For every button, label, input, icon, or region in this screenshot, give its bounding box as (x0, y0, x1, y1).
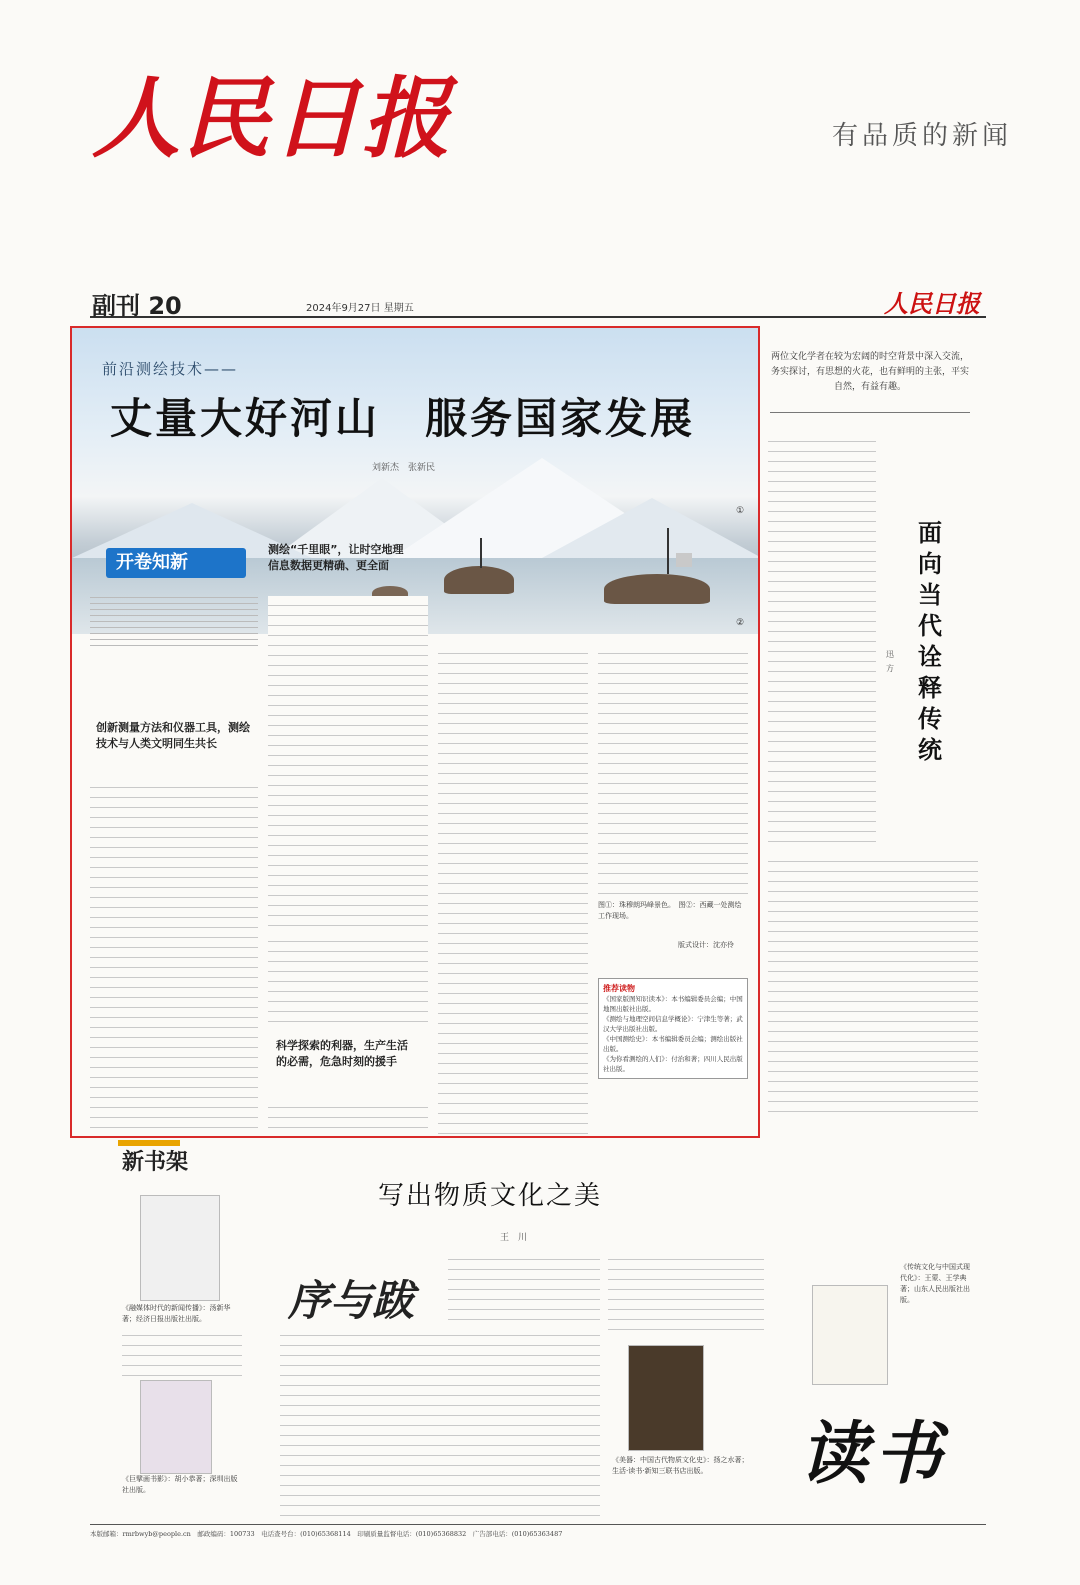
book-cover (140, 1195, 220, 1301)
headline: 丈量大好河山 服务国家发展 (110, 394, 696, 443)
subhead: 创新测量方法和仪器工具，测绘技术与人类文明同生共长 (96, 721, 250, 750)
book-caption: 《巨擘画书影》：胡小恭著；深圳出版社出版。 (122, 1475, 238, 1494)
column-text (268, 1098, 428, 1134)
survey-pole (667, 528, 669, 574)
vertical-title: 面向当代诠释传统 (918, 519, 942, 764)
book-cover (628, 1345, 704, 1451)
column-text (122, 1326, 242, 1376)
page-date: 2024年9月27日 星期五 (306, 303, 414, 314)
mini-logo: 人民日报 (884, 289, 980, 318)
column-text (448, 1250, 600, 1320)
calligraphy-dushu: 读书 (800, 1414, 949, 1494)
kicker: 前沿测绘技术—— (102, 360, 239, 378)
byline: 刘新杰 张新民 (372, 463, 436, 473)
design-credit: 版式设计：沈亦伶 (678, 941, 734, 949)
photo-label: ① (736, 506, 745, 516)
survey-marker (676, 553, 692, 567)
photo-caption: 图①：珠穆朗玛峰景色。 图②：西藏一处测绘工作现场。 (598, 901, 742, 920)
subhead: 科学探索的利器，生产生活的必需，危急时刻的援手 (276, 1039, 408, 1068)
book-cover (140, 1380, 212, 1474)
book-caption: 《美器：中国古代物质文化史》：扬之水著；生活·读书·新知三联书店出版。 (612, 1456, 749, 1475)
column-text (438, 644, 588, 1134)
vertical-author: 迅 方 (886, 650, 902, 673)
lower-title: 写出物质文化之美 (378, 1181, 603, 1211)
subhead: 测绘“千里眼”，让时空地理信息数据更精确、更全面 (268, 543, 404, 572)
section-name: 副刊 20 (92, 292, 182, 320)
mountain-shape (542, 498, 760, 558)
reading-list (598, 978, 748, 1079)
column-text (768, 432, 876, 842)
hero-photo (72, 328, 758, 634)
reading-list-item: 《为你看测绘的人们》：付治和著；四川人民出版社出版。 (603, 1055, 743, 1073)
column-text (608, 1250, 764, 1330)
column-text (598, 644, 748, 894)
survey-pole (480, 538, 482, 568)
page-header (90, 286, 986, 318)
column-text (90, 592, 258, 692)
column-text (268, 932, 428, 1022)
right-column-lead: 两位文化学者在较为宏阔的时空背景中深入交流，务实探讨，有思想的火花，也有鲜明的主张，平实自然，有益有趣。 (770, 352, 969, 392)
divider (770, 412, 970, 413)
intro-badge: 开卷知新 (106, 548, 246, 578)
rock (604, 574, 710, 604)
column-text (268, 596, 428, 926)
masthead-logo: 人民日报 (92, 66, 453, 170)
feature-article (70, 326, 760, 1138)
reading-list-item: 《中国测绘史》：本书编辑委员会编；测绘出版社出版。 (603, 1035, 743, 1053)
masthead-slogan: 有品质的新闻 (832, 121, 1013, 151)
footer-divider (90, 1524, 986, 1525)
column-text (768, 852, 978, 1120)
calligraphy-title: 序与跋 (288, 1276, 415, 1325)
book-caption: 《传统文化与中国式现代化》：王蒙、王学典著；山东人民出版社出版。 (900, 1263, 970, 1304)
reading-list-title: 推荐读物 (603, 983, 635, 993)
footer-info: 本版邮箱：rmrbwyb@people.cn 邮政编码：100733 电话查号台：(010)65368114 印刷质量监督电话：(010)65368832 广告部电话：(010)65363487 (90, 1530, 563, 1538)
column-text (90, 778, 258, 1128)
column-text (280, 1326, 600, 1516)
book-caption: 《融媒体时代的新闻传播》：汤新华著；经济日报出版社出版。 (122, 1304, 231, 1323)
photo-label: ② (736, 618, 745, 628)
book-heading: 新书架 (122, 1150, 189, 1175)
lower-author: 王 川 (500, 1233, 528, 1243)
reading-list-item: 《国家版图知识读本》：本书编辑委员会编；中国地图出版社出版。 (603, 995, 743, 1013)
rock (444, 566, 514, 594)
book-cover (812, 1285, 888, 1385)
reading-list-item: 《测绘与地理空间信息学概论》：宁津生等著；武汉大学出版社出版。 (603, 1015, 743, 1033)
